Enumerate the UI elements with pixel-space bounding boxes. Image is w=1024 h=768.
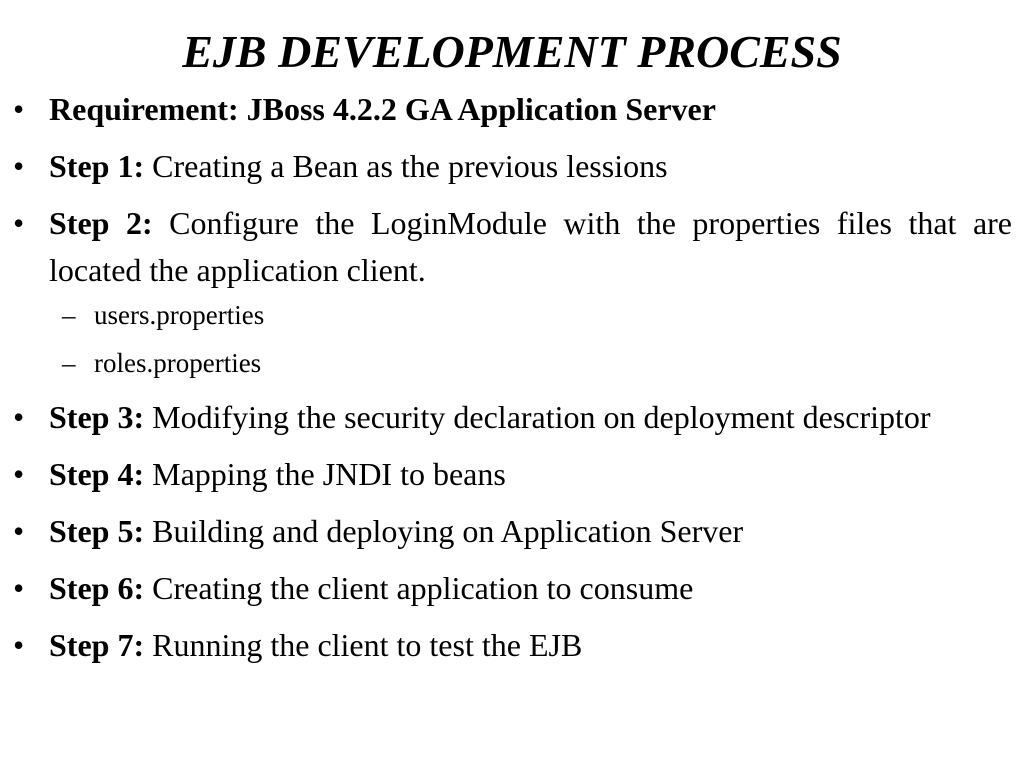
slide-title: EJB DEVELOPMENT PROCESS (182, 26, 842, 77)
dash-icon: – (62, 300, 76, 330)
step-text: Modifying the security declaration on deployment descriptor (152, 399, 931, 435)
sub-bullet-text: users.properties (94, 300, 265, 330)
bullet-step-4 (0, 451, 1024, 498)
step-label: Step 7: (49, 627, 145, 663)
step-label: Step 2: (49, 205, 153, 241)
bullet-dot-icon: • (13, 91, 25, 127)
step-text: Creating a Bean as the previous lessions (152, 148, 668, 184)
bullet-dot-icon: • (13, 627, 25, 663)
step-text: Mapping the JNDI to beans (152, 456, 506, 492)
sub-bullet-list (49, 298, 1012, 380)
dash-icon: – (62, 348, 76, 378)
step-text: Building and deploying on Application Server (152, 513, 744, 549)
step-label: Step 6: (49, 570, 145, 606)
sub-bullet-text: roles.properties (94, 348, 262, 378)
step-text: Configure the LoginModule with the properties files that are located the application client. (49, 205, 1013, 288)
step-text: Running the client to test the EJB (152, 627, 583, 663)
step-label: Step 5: (49, 513, 145, 549)
step-label: Step 1: (49, 148, 145, 184)
bullet-dot-icon: • (13, 399, 25, 435)
step-label: Step 4: (49, 456, 145, 492)
bullet-step-5 (0, 508, 1024, 555)
bullet-dot-icon: • (13, 148, 25, 184)
bullet-list (0, 86, 1024, 679)
step-label: Step 3: (49, 399, 145, 435)
step-text: Creating the client application to consume (152, 570, 694, 606)
bullet-step-7 (0, 622, 1024, 669)
bullet-dot-icon: • (13, 205, 25, 241)
bullet-step-3 (0, 394, 1024, 441)
bullet-step-6 (0, 565, 1024, 612)
requirement-text: Requirement: JBoss 4.2.2 GA Application Server (49, 91, 716, 127)
bullet-step-2 (0, 200, 1024, 380)
bullet-dot-icon: • (13, 456, 25, 492)
sub-bullet-roles-properties (49, 346, 1012, 380)
bullet-step-1 (0, 143, 1024, 190)
bullet-dot-icon: • (13, 513, 25, 549)
bullet-requirement (0, 86, 1024, 133)
sub-bullet-users-properties (49, 298, 1012, 332)
bullet-dot-icon: • (13, 570, 25, 606)
